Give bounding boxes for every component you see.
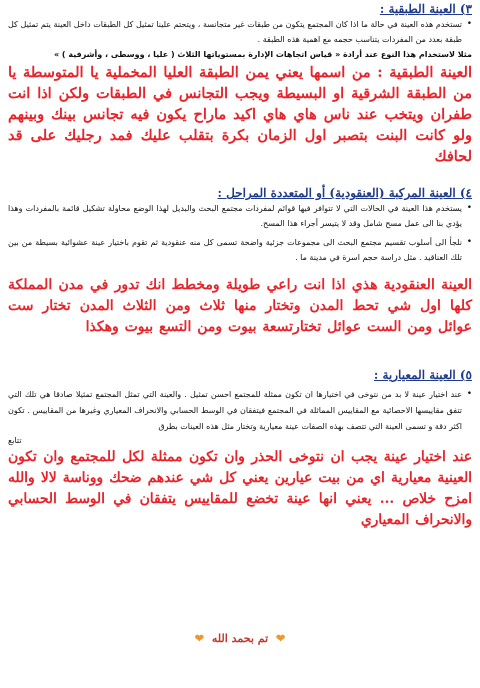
example-note: مثلا لاستخدام هذا النوع عند أرادة « قياس اتجاهات الإدارة بمستوياتها الثلاث ( عليا ، ووسطى ، وأشرفية ) » <box>53 50 472 59</box>
section-cluster <box>8 186 472 338</box>
bullet-icon: • <box>466 389 472 399</box>
bullet-icon: • <box>466 237 472 247</box>
paragraph: تستخدم هذه العينة في حالة ما اذا كان المجتمع يتكون من طبقات غير متجانسة ، ويتحتم علينا تمثيل كل الطبقات داخل العينة يتم تمثيل كل طبقة بعدد من المفردات يتناسب حجمه مع اهمية هذه الطبقة . <box>8 20 462 44</box>
paragraph: عند اختيار عينة لا بد من نتوخى في اختيارها ان تكون ممثلة للمجتمع احسن تمثيل . والعينة التي تمثل المجتمع تمثيلا صادقا هي تلك التي تتفق مقاييسها الاحصائية مع المقاييس المماثلة في المجتمع فيتفقان في الوسط الحسابي والانحراف المعياري وغيرها من المقاييس . تكون اكثر دقة و تسمى العينة التي تتصف بهذه الصفات عينة معيارية وتختار مثل هذه العينات بطرق <box>8 390 462 431</box>
bullet-icon: • <box>466 203 472 213</box>
closing-line <box>0 632 480 645</box>
paragraph: يستخدم هذا العينة في الحالات التي لا تتوافر فيها قوائم لمفردات مجتمع البحث والبديل لهذا الوضع محاولة تشكيل قائمة بالمفردات وهذا يؤدي بنا الى عمل مسح شامل وقد لا يتيسر أجراء هذا المسح. <box>8 204 462 228</box>
commentary-text: العينة العنقودية هذي اذا انت راعي طويلة ومخطط انك تدور في مدن المملكة كلها اول شي تحط المدن وتختار منها ثلاث ومن الثلاث المدن تختار ست عوائل ومن الست عوائل تختارتسعة بيوت ومن التسع بيوت وهكذا <box>8 277 472 335</box>
section-heading: ٤) العينة المركبة (العنقودية) أو المتعددة المراحل : <box>217 186 472 200</box>
list-item <box>8 235 472 265</box>
paragraph: نلجأ الى أسلوب تقسيم مجتمع البحث الى مجموعات جزئية واضحة تسمى كل منه عنقودية ثم تقوم باختيار عينة عشوائية بسيطة من بين تلك العناقيد . مثل دراسة حجم اسرة في مدينة ما . <box>8 238 462 262</box>
section-heading: ٣) العينة الطبقية : <box>379 2 472 16</box>
commentary-text: عند اختيار عينة يجب ان نتوخى الحذر وان تكون ممثلة لكل للمجتمع وان تكون العينية معيارية اي من بيت عيارين يعني كل شي عندهم ضحك ووناسة لالا والله امزح خلاص ... يعني انها عينة تخضع للمقاييس يتفقان في الوسط الحسابي والانحراف المعياري <box>8 449 472 528</box>
list-item <box>8 387 472 435</box>
section-stratified <box>8 2 472 167</box>
closing-text: تم بحمد الله <box>211 632 269 645</box>
heart-icon: ❤ <box>275 632 286 645</box>
list-item <box>8 201 472 231</box>
list-item <box>8 17 472 47</box>
continued-label: تتابع <box>8 436 22 445</box>
section-standard <box>8 368 472 531</box>
commentary-text: العينة الطبقية : من اسمها يعني يمن الطبقة العليا المخملية يا المتوسطة يا من الطبقة الشرقية او البسيطة ويجب التجانس في الطبقات ولكن اذا انت طفران ويتخب عند ناس هاي هاي اكيد ماراح يكون فيه تجانس بينك وبينهم ولو كانت البنت بتصبر اول الزمان بكرة بتقلب عليك فمد رجليك على قد لحافك <box>8 64 472 165</box>
heart-icon: ❤ <box>194 632 204 645</box>
section-heading: ٥) العينة المعيارية : <box>373 368 472 382</box>
bullet-icon: • <box>466 19 472 29</box>
